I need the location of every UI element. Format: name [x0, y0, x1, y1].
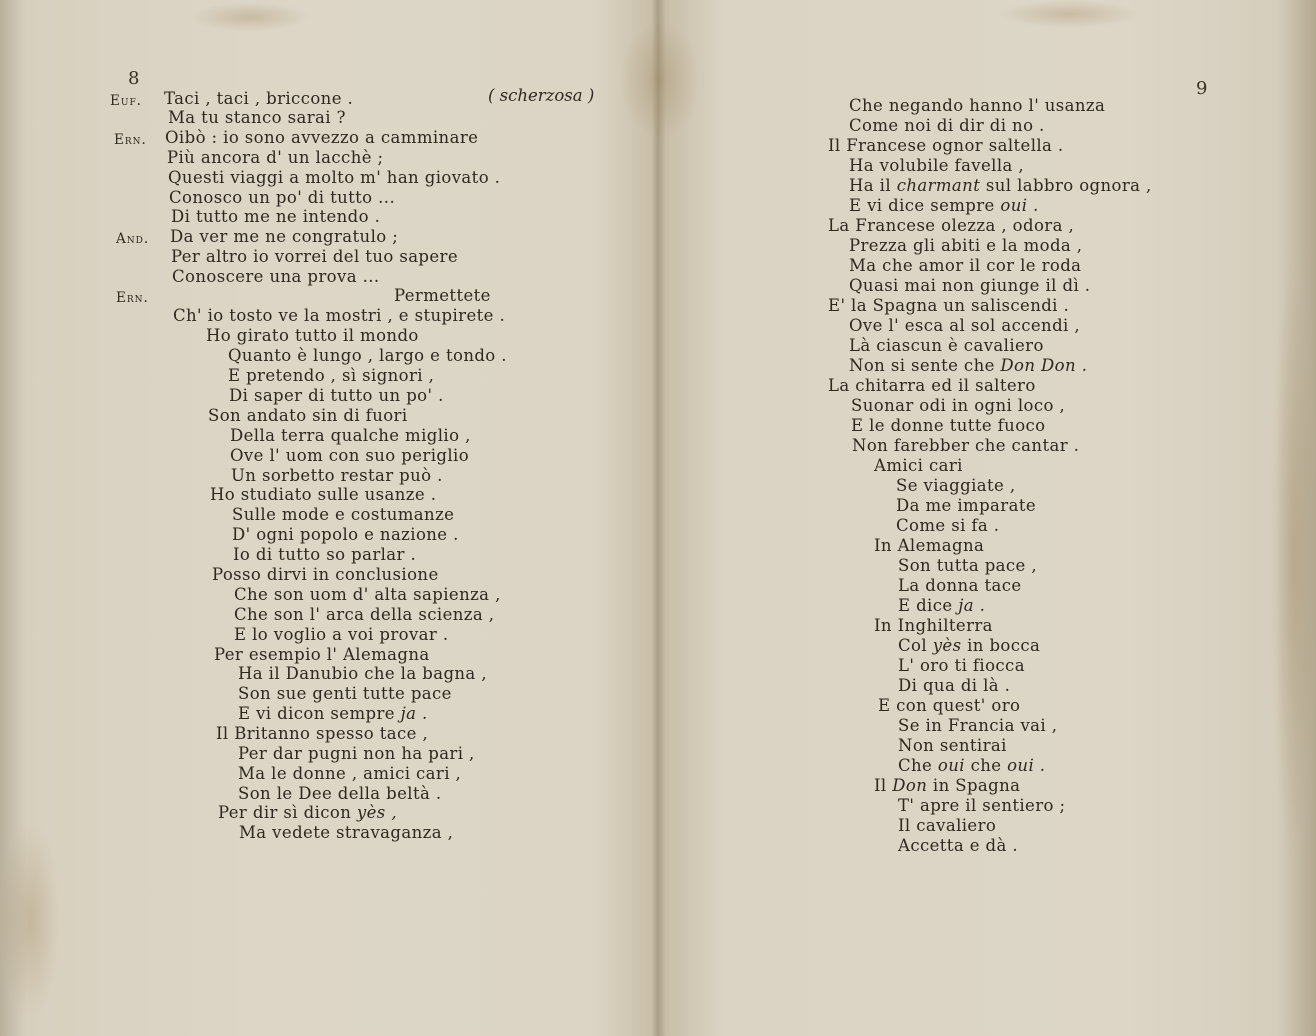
verse-line: Là ciascun è cavaliero	[849, 336, 1044, 355]
verse-line: Se viaggiate ,	[896, 476, 1016, 495]
verse-line: Di tutto me ne intendo .	[171, 207, 381, 226]
verse-line: Per dir sì dicon yès ,	[218, 803, 397, 822]
verse-line: E vi dice sempre oui .	[849, 196, 1039, 215]
verse-line: Per dar pugni non ha pari ,	[238, 744, 475, 763]
verse-line: Ho studiato sulle usanze .	[210, 485, 437, 504]
verse-line: Per esempio l' Alemagna	[214, 645, 430, 664]
verse-line: Io di tutto so parlar .	[233, 545, 417, 564]
verse-line: Ma vedete stravaganza ,	[239, 823, 454, 842]
verse-line: Son le Dee della beltà .	[238, 784, 442, 803]
verse-line: Ho girato tutto il mondo	[206, 326, 419, 345]
verse-line: Non farebber che cantar .	[852, 436, 1080, 455]
italic-word: charmant	[896, 176, 981, 195]
verse-line: E pretendo , sì signori ,	[228, 366, 435, 385]
verse-line: Posso dirvi in conclusione	[212, 565, 439, 584]
verse-line: Ove l' uom con suo periglio	[230, 446, 470, 465]
verse-line: Che son uom d' alta sapienza ,	[234, 585, 501, 604]
verse-line: Col yès in bocca	[898, 636, 1041, 655]
verse-line: Se in Francia vai ,	[898, 716, 1058, 735]
verse-line: Conosco un po' di tutto ...	[169, 188, 396, 207]
verse-line: Conoscere una prova ...	[172, 267, 380, 286]
verse-line: Permettete	[394, 286, 491, 305]
italic-word: Don Don .	[1000, 356, 1088, 375]
verse-line: E dice ja .	[898, 596, 986, 615]
italic-word: yès ,	[356, 803, 397, 822]
verse-line: Ma le donne , amici cari ,	[238, 764, 462, 783]
speaker-label: Ern.	[114, 132, 147, 148]
verse-line: Quanto è lungo , largo e tondo .	[228, 346, 507, 365]
verse-line: Quasi mai non giunge il dì .	[849, 276, 1091, 295]
verse-line: Il Don in Spagna	[874, 776, 1021, 795]
verse-line: T' apre il sentiero ;	[898, 796, 1066, 815]
italic-word: oui	[937, 756, 965, 775]
verse-line: E vi dicon sempre ja .	[238, 704, 428, 723]
verse-line: Taci , taci , briccone .	[164, 89, 354, 108]
right-page	[658, 0, 1316, 1036]
verse-line: Ma tu stanco sarai ?	[168, 108, 346, 127]
verse-line: Ove l' esca al sol accendi ,	[849, 316, 1080, 335]
verse-line: D' ogni popolo e nazione .	[232, 525, 459, 544]
verse-line: In Inghilterra	[874, 616, 993, 635]
verse-line: Da me imparate	[896, 496, 1037, 515]
verse-line: Prezza gli abiti e la moda ,	[849, 236, 1083, 255]
italic-word: oui .	[1000, 196, 1039, 215]
verse-line: Da ver me ne congratulo ;	[170, 227, 399, 246]
verse-line: Di saper di tutto un po' .	[229, 386, 444, 405]
verse-line: Non sentirai	[898, 736, 1007, 755]
verse-line: Come noi di dir di no .	[849, 116, 1045, 135]
verse-line: Ha volubile favella ,	[849, 156, 1025, 175]
verse-line: Sulle mode e costumanze	[232, 505, 455, 524]
verse-line: Non si sente che Don Don .	[849, 356, 1088, 375]
verse-line: Il cavaliero	[898, 816, 997, 835]
verse-line: La donna tace	[898, 576, 1022, 595]
verse-line: Suonar odi in ogni loco ,	[851, 396, 1066, 415]
verse-line: Di qua di là .	[898, 676, 1011, 695]
verse-line: E lo voglio a voi provar .	[234, 625, 449, 644]
italic-word: oui .	[1007, 756, 1046, 775]
verse-line: E con quest' oro	[878, 696, 1021, 715]
italic-word: ja .	[958, 596, 986, 615]
speaker-label: Euf.	[110, 93, 142, 109]
verse-line: E le donne tutte fuoco	[851, 416, 1046, 435]
page-number: 9	[1196, 78, 1208, 99]
verse-line: In Alemagna	[874, 536, 985, 555]
verse-line: Son tutta pace ,	[898, 556, 1038, 575]
verse-line: Ha il charmant sul labbro ognora ,	[849, 176, 1152, 195]
verse-line: La chitarra ed il saltero	[828, 376, 1036, 395]
speaker-label: Ern.	[116, 290, 149, 306]
verse-line: Ch' io tosto ve la mostri , e stupirete .	[173, 306, 506, 325]
verse-line: Amici cari	[874, 456, 963, 475]
verse-line: Come si fa .	[896, 516, 1000, 535]
verse-line: Più ancora d' un lacchè ;	[167, 148, 384, 167]
verse-line: L' oro ti fiocca	[898, 656, 1025, 675]
verse-line: Questi viaggi a molto m' han giovato .	[168, 168, 501, 187]
verse-line: Il Britanno spesso tace ,	[216, 724, 429, 743]
italic-word: ja .	[400, 704, 428, 723]
verse-line: Oibò : io sono avvezzo a camminare	[165, 128, 479, 147]
verse-line: Della terra qualche miglio ,	[230, 426, 471, 445]
verse-line: Che son l' arca della scienza ,	[234, 605, 495, 624]
verse-line: Ma che amor il cor le roda	[849, 256, 1082, 275]
verse-line: Son andato sin di fuori	[208, 406, 408, 425]
speaker-label: And.	[116, 231, 150, 247]
verse-line: La Francese olezza , odora ,	[828, 216, 1075, 235]
italic-word: yès	[932, 636, 962, 655]
verse-line: Il Francese ognor saltella .	[828, 136, 1064, 155]
italic-word: Don	[892, 776, 928, 795]
verse-line: Accetta e dà .	[898, 836, 1019, 855]
verse-line: Che negando hanno l' usanza	[849, 96, 1106, 115]
stage-direction: ( scherzosa )	[488, 86, 595, 105]
verse-line: Che oui che oui .	[898, 756, 1046, 775]
verse-line: Un sorbetto restar può .	[231, 466, 443, 485]
page-number: 8	[128, 68, 140, 89]
verse-line: Ha il Danubio che la bagna ,	[238, 664, 487, 683]
verse-line: E' la Spagna un saliscendi .	[828, 296, 1070, 315]
verse-line: Son sue genti tutte pace	[238, 684, 452, 703]
verse-line: Per altro io vorrei del tuo sapere	[171, 247, 459, 266]
